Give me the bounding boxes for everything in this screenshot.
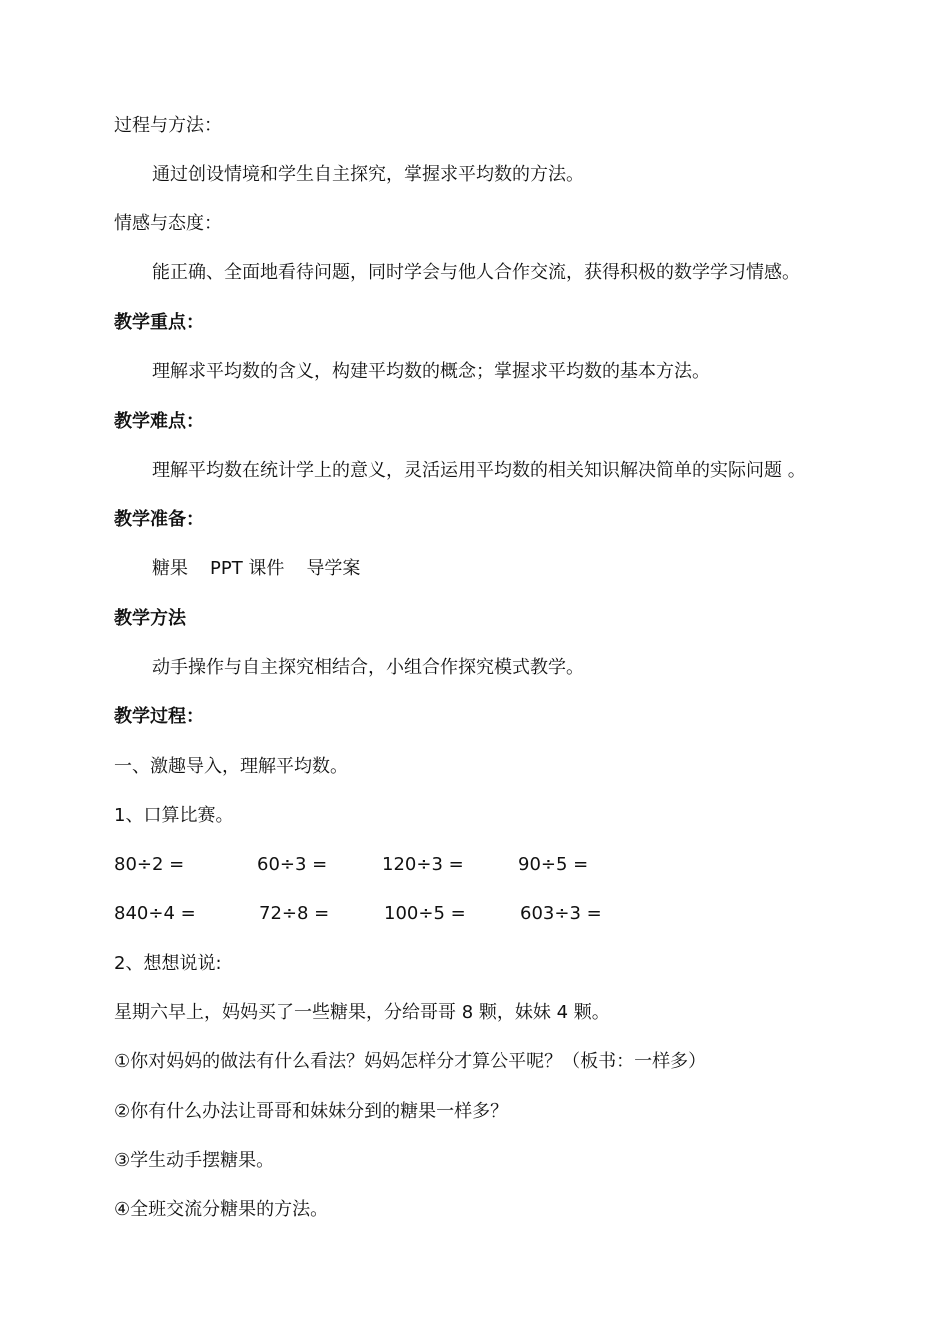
part1-title: 一、激趣导入，理解平均数。 <box>114 756 348 777</box>
step2-title: 2、想想说说: <box>114 953 222 974</box>
difficulties-heading: 教学难点： <box>114 411 204 432</box>
question-item: ①你对妈妈的做法有什么看法？妈妈怎样分才算公平呢？（板书：一样多） <box>114 1051 707 1072</box>
oral-math-item: 80÷2 = <box>114 854 185 875</box>
oral-math-item: 120÷3 = <box>382 854 464 875</box>
preparation-item: PPT 课件 <box>210 558 285 579</box>
process-method-text: 通过创设情境和学生自主探究，掌握求平均数的方法。 <box>152 164 584 185</box>
method-text: 动手操作与自主探究相结合，小组合作探究模式教学。 <box>152 657 584 678</box>
question-item: ③学生动手摆糖果。 <box>114 1150 275 1171</box>
step1-title: 1、口算比赛。 <box>114 805 234 826</box>
oral-math-item: 840÷4 = <box>114 903 196 924</box>
preparation-heading: 教学准备： <box>114 509 204 530</box>
process-method-heading: 过程与方法： <box>114 115 222 136</box>
key-points-text: 理解求平均数的含义，构建平均数的概念；掌握求平均数的基本方法。 <box>152 361 710 382</box>
oral-math-item: 72÷8 = <box>259 903 330 924</box>
emotion-text: 能正确、全面地看待问题，同时学会与他人合作交流，获得积极的数学学习情感。 <box>152 262 800 283</box>
preparation-items <box>152 557 360 581</box>
question-item: ④全班交流分糖果的方法。 <box>114 1199 329 1220</box>
oral-math-item: 60÷3 = <box>257 854 328 875</box>
preparation-item: 糖果 <box>152 558 188 579</box>
question-item: ②你有什么办法让哥哥和妹妹分到的糖果一样多？ <box>114 1101 509 1122</box>
oral-math-item: 603÷3 = <box>520 903 602 924</box>
difficulties-text: 理解平均数在统计学上的意义，灵活运用平均数的相关知识解决简单的实际问题 。 <box>152 460 806 481</box>
preparation-item: 导学案 <box>306 558 361 579</box>
oral-math-item: 90÷5 = <box>518 854 589 875</box>
emotion-heading: 情感与态度： <box>114 213 222 234</box>
story-text: 星期六早上，妈妈买了一些糖果，分给哥哥 8 颗，妹妹 4 颗。 <box>114 1002 610 1023</box>
process-heading: 教学过程： <box>114 706 204 727</box>
oral-math-item: 100÷5 = <box>384 903 466 924</box>
method-heading: 教学方法 <box>114 608 186 629</box>
key-points-heading: 教学重点： <box>114 312 204 333</box>
